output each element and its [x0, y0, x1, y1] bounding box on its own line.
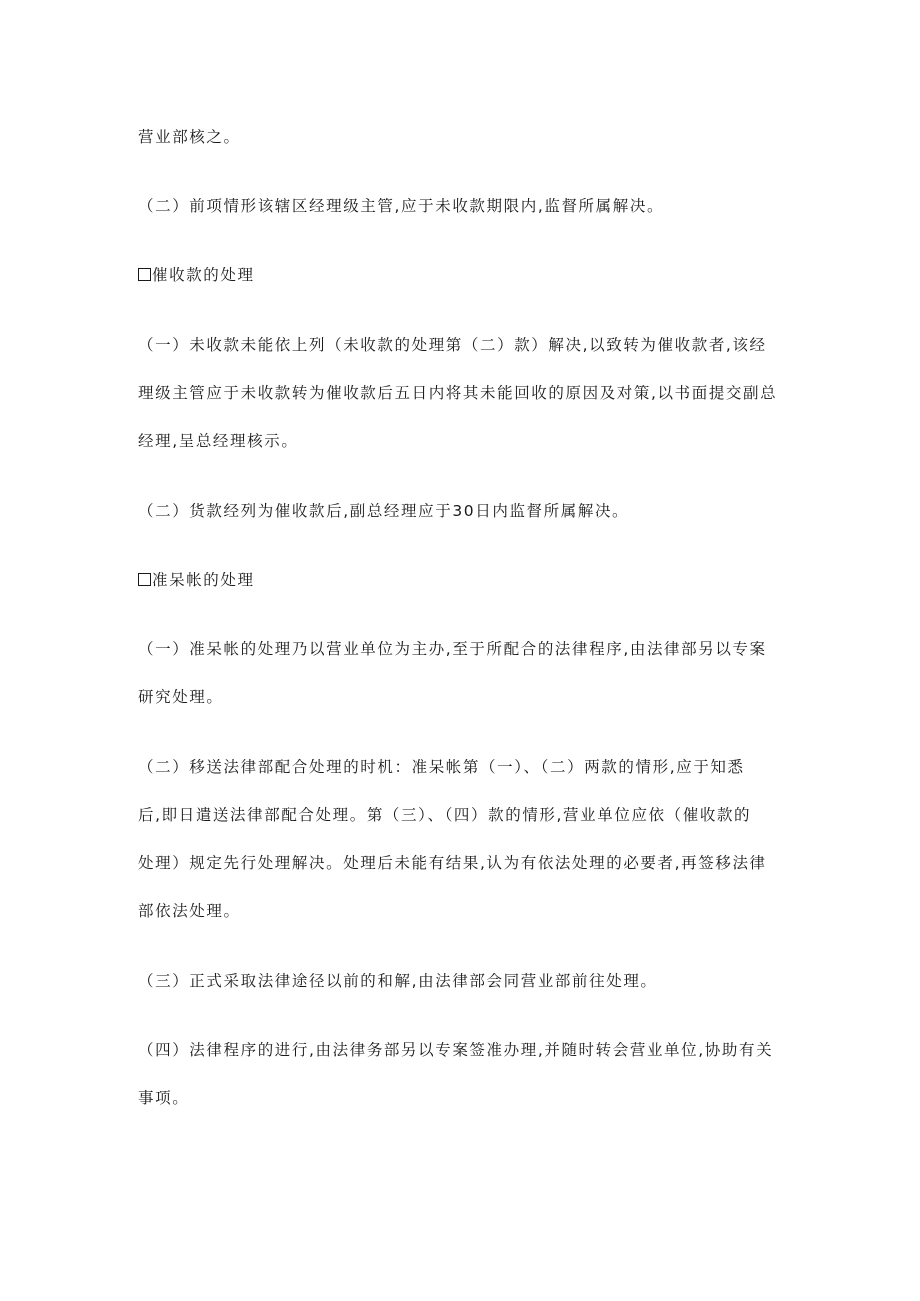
paragraph-line: （一）未收款未能依上列（未收款的处理第（二）款）解决,以致转为催收款者,该经 [138, 336, 767, 354]
paragraph-line: （二）前项情形该辖区经理级主管,应于未收款期限内,监督所属解决。 [138, 197, 665, 215]
paragraph-line: （二）移送法律部配合处理的时机：准呆帐第（一）、（二）两款的情形,应于知悉 [138, 758, 745, 776]
paragraph-line: 事项。 [138, 1089, 190, 1107]
section-heading-label: 催收款的处理 [152, 266, 255, 284]
paragraph-line: 营业部核之。 [138, 128, 241, 146]
section-heading [138, 570, 788, 590]
paragraph-line: （四）法律程序的进行,由法律务部另以专案签准办理,并随时转会营业单位,协助有关 [138, 1041, 774, 1059]
paragraph-line: （二）货款经列为催收款后,副总经理应于30日内监督所属解决。 [138, 502, 630, 520]
paragraph-line: 部依法处理。 [138, 902, 241, 920]
paragraph-line: 处理）规定先行处理解决。处理后未能有结果,认为有依法处理的必要者,再签移法律 [138, 854, 767, 872]
paragraph-line: 后,即日遣送法律部配合处理。第（三）、（四）款的情形,营业单位应依（催收款的 [138, 806, 752, 824]
paragraph-line: （一）准呆帐的处理乃以营业单位为主办,至于所配合的法律程序,由法律部另以专案 [138, 640, 767, 658]
paragraph-line: 理级主管应于未收款转为催收款后五日内将其未能回收的原因及对策,以书面提交副总 [138, 384, 778, 402]
checkbox-icon [138, 573, 151, 586]
paragraph-line: 经理,呈总经理核示。 [138, 432, 299, 450]
paragraph-line: 研究处理。 [138, 688, 224, 706]
section-heading [138, 265, 788, 285]
checkbox-icon [138, 268, 151, 281]
section-heading-label: 准呆帐的处理 [152, 571, 255, 589]
paragraph-line: （三）正式采取法律途径以前的和解,由法律部会同营业部前往处理。 [138, 972, 658, 990]
